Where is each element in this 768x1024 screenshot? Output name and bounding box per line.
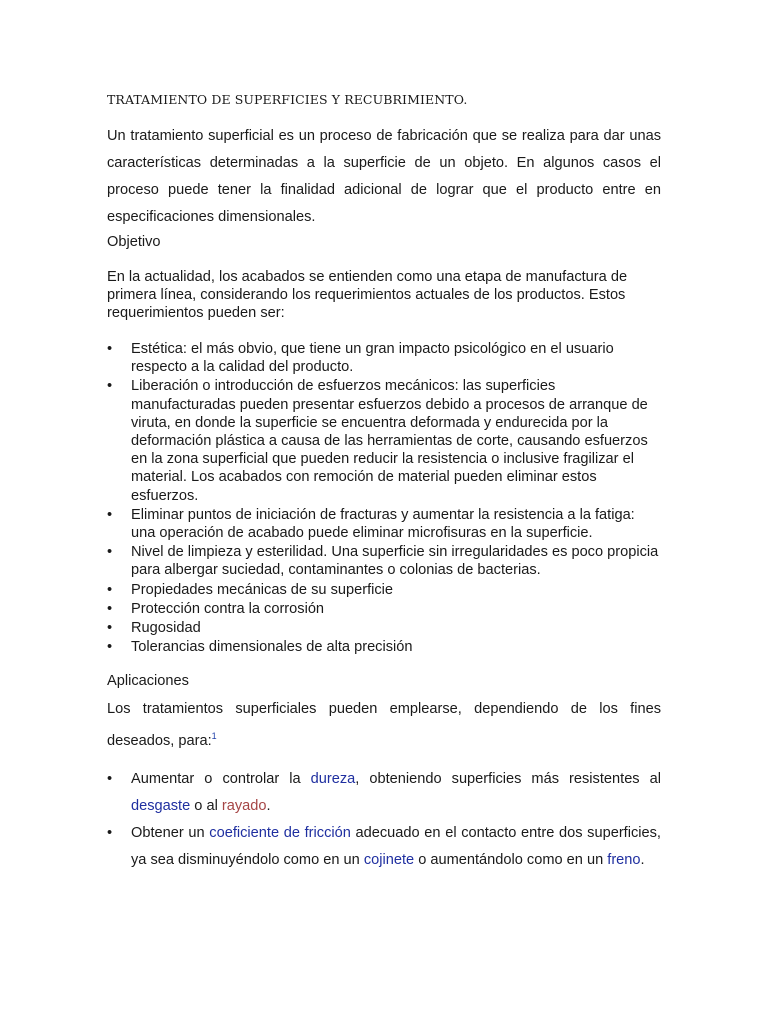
- bullet-icon: •: [107, 341, 113, 357]
- bullet-icon: •: [107, 506, 113, 523]
- list-item: • Rugosidad: [107, 620, 201, 637]
- list-item: • Nivel de limpieza y esterilidad. Una superficie sin irregularidades es poco propicia para albergar suciedad, contaminantes o colonias de bacterias.: [107, 544, 659, 579]
- freno-link[interactable]: freno: [607, 852, 641, 868]
- bullet-icon: •: [107, 620, 113, 637]
- list-item: • Propiedades mecánicas de su superficie: [107, 581, 394, 598]
- bullet-icon: •: [107, 600, 113, 617]
- list-item: • Obtener un coeficiente de fricción adecuado en el contacto entre dos superficies, ya sea disminuyéndolo como en un cojinete o aumentándolo como en un freno.: [107, 820, 661, 874]
- cojinete-link[interactable]: cojinete: [363, 852, 415, 868]
- applications-list: [107, 766, 661, 874]
- requirements-list: [107, 340, 661, 657]
- list-item: • Tolerancias dimensionales de alta precisión: [107, 639, 413, 656]
- list-item: • Aumentar o controlar la dureza, obteniendo superficies más resistentes al desgaste o al rayado.: [107, 766, 661, 820]
- footnote-ref-link[interactable]: 1: [211, 731, 217, 741]
- bullet-icon: •: [107, 544, 113, 561]
- list-item: • Liberación o introducción de esfuerzos mecánicos: las superficies manufacturadas pueden presentar esfuerzos debido a procesos de arranque de viruta, en donde la superficie se encuentra deformada y endurecida por la deformación plástica a causa de las herramientas de corte, causando esfuerzos en la zona superficial que pueden reducir la resistencia o inclusive fragilizar el material. Los acabados con remoción de material pueden eliminar estos esfuerzos.: [107, 378, 648, 504]
- rayado-link[interactable]: rayado: [221, 798, 267, 814]
- bullet-icon: •: [107, 581, 113, 598]
- list-item: • Eliminar puntos de iniciación de fracturas y aumentar la resistencia a la fatiga: una operación de acabado puede eliminar microfisuras en la superficie.: [107, 506, 635, 542]
- bullet-icon: •: [107, 825, 113, 841]
- bullet-icon: •: [107, 639, 113, 656]
- aplicaciones-paragraph: Los tratamientos superficiales pueden emplearse, dependiendo de los fines deseados, para:$^1$: [107, 701, 661, 749]
- aplicaciones-heading: Aplicaciones: [107, 673, 189, 689]
- bullet-icon: •: [107, 771, 113, 787]
- bullet-icon: •: [107, 378, 113, 395]
- objetivo-heading: Objetivo: [107, 234, 161, 250]
- lead-paragraph: En la actualidad, los acabados se entienden como una etapa de manufactura de primera línea, considerando los requerimientos actuales de los productos. Estos requerimientos pueden ser:: [107, 269, 628, 321]
- list-item: • Protección contra la corrosión: [107, 600, 325, 617]
- desgaste-link[interactable]: desgaste: [131, 798, 191, 814]
- document-title: TRATAMIENTO DE SUPERFICIES Y RECUBRIMIENTO.: [107, 92, 468, 107]
- coeficiente-friccion-link[interactable]: coeficiente de fricción: [209, 825, 351, 841]
- list-item: • Estética: el más obvio, que tiene un gran impacto psicológico en el usuario respecto a la calidad del producto.: [107, 341, 614, 376]
- dureza-link[interactable]: dureza: [310, 771, 356, 787]
- intro-paragraph: Un tratamiento superficial es un proceso de fabricación que se realiza para dar unas características determinadas a la superficie de un objeto. En algunos casos el proceso puede tener la finalidad adicional de lograr que el producto entre en especificaciones dimensionales.: [107, 128, 661, 225]
